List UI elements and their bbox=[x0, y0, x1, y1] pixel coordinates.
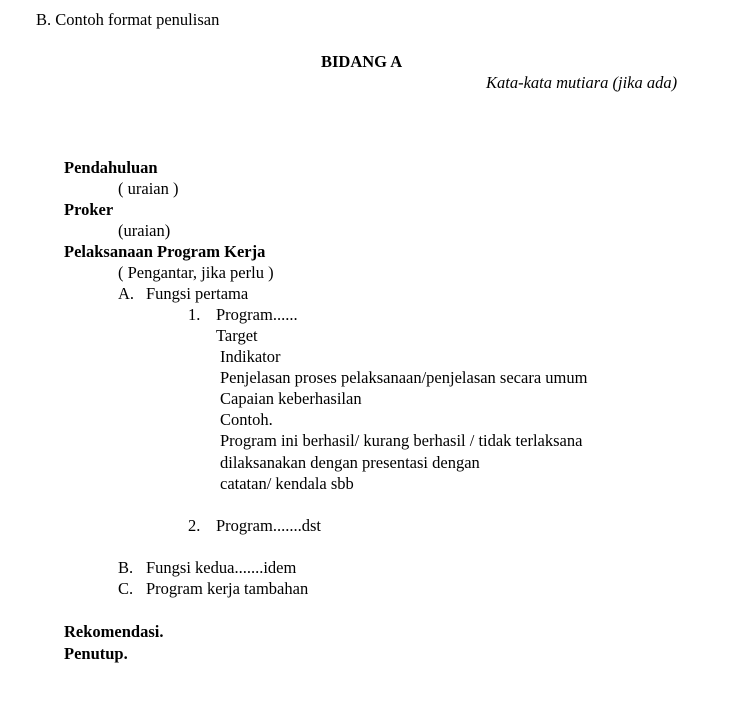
pelaksanaan-intro: ( Pengantar, jika perlu ) bbox=[118, 263, 274, 282]
program-1-capaian: Capaian keberhasilan bbox=[220, 389, 362, 408]
program-1-label: Program...... bbox=[216, 305, 298, 324]
program-2-item bbox=[188, 516, 321, 536]
rekomendasi-heading: Rekomendasi. bbox=[64, 622, 164, 641]
proker-heading: Proker bbox=[64, 200, 114, 219]
program-2-label: Program.......dst bbox=[216, 516, 321, 535]
program-1-target: Target bbox=[216, 326, 258, 345]
fungsi-b-item bbox=[118, 558, 296, 578]
pelaksanaan-heading: Pelaksanaan Program Kerja bbox=[64, 242, 266, 261]
fungsi-a-item bbox=[118, 284, 248, 304]
pendahuluan-body: ( uraian ) bbox=[118, 179, 179, 198]
program-1-example-line-1: Program ini berhasil/ kurang berhasil / tidak terlaksana bbox=[220, 431, 583, 450]
document-title: BIDANG A bbox=[321, 52, 403, 71]
fungsi-b-marker: B. bbox=[118, 558, 134, 577]
program-1-marker: 1. bbox=[188, 305, 201, 324]
fungsi-c-label: Program kerja tambahan bbox=[146, 579, 309, 598]
program-1-penjelasan: Penjelasan proses pelaksanaan/penjelasan secara umum bbox=[220, 368, 588, 387]
fungsi-c-marker: C. bbox=[118, 579, 134, 598]
fungsi-a-marker: A. bbox=[118, 284, 135, 303]
fungsi-c-item bbox=[118, 579, 308, 599]
program-1-item bbox=[188, 305, 298, 325]
program-2-marker: 2. bbox=[188, 516, 201, 535]
quote-placeholder: Kata-kata mutiara (jika ada) bbox=[486, 73, 678, 92]
proker-body: (uraian) bbox=[118, 221, 171, 240]
program-1-example-line-3: catatan/ kendala sbb bbox=[220, 474, 354, 493]
section-heading: B. Contoh format penulisan bbox=[36, 10, 220, 29]
fungsi-b-label: Fungsi kedua.......idem bbox=[146, 558, 297, 577]
penutup-heading: Penutup. bbox=[64, 644, 128, 663]
pendahuluan-heading: Pendahuluan bbox=[64, 158, 158, 177]
program-1-contoh: Contoh. bbox=[220, 410, 273, 429]
program-1-indikator: Indikator bbox=[220, 347, 281, 366]
program-1-example-line-2: dilaksanakan dengan presentasi dengan bbox=[220, 453, 480, 472]
fungsi-a-label: Fungsi pertama bbox=[146, 284, 249, 303]
